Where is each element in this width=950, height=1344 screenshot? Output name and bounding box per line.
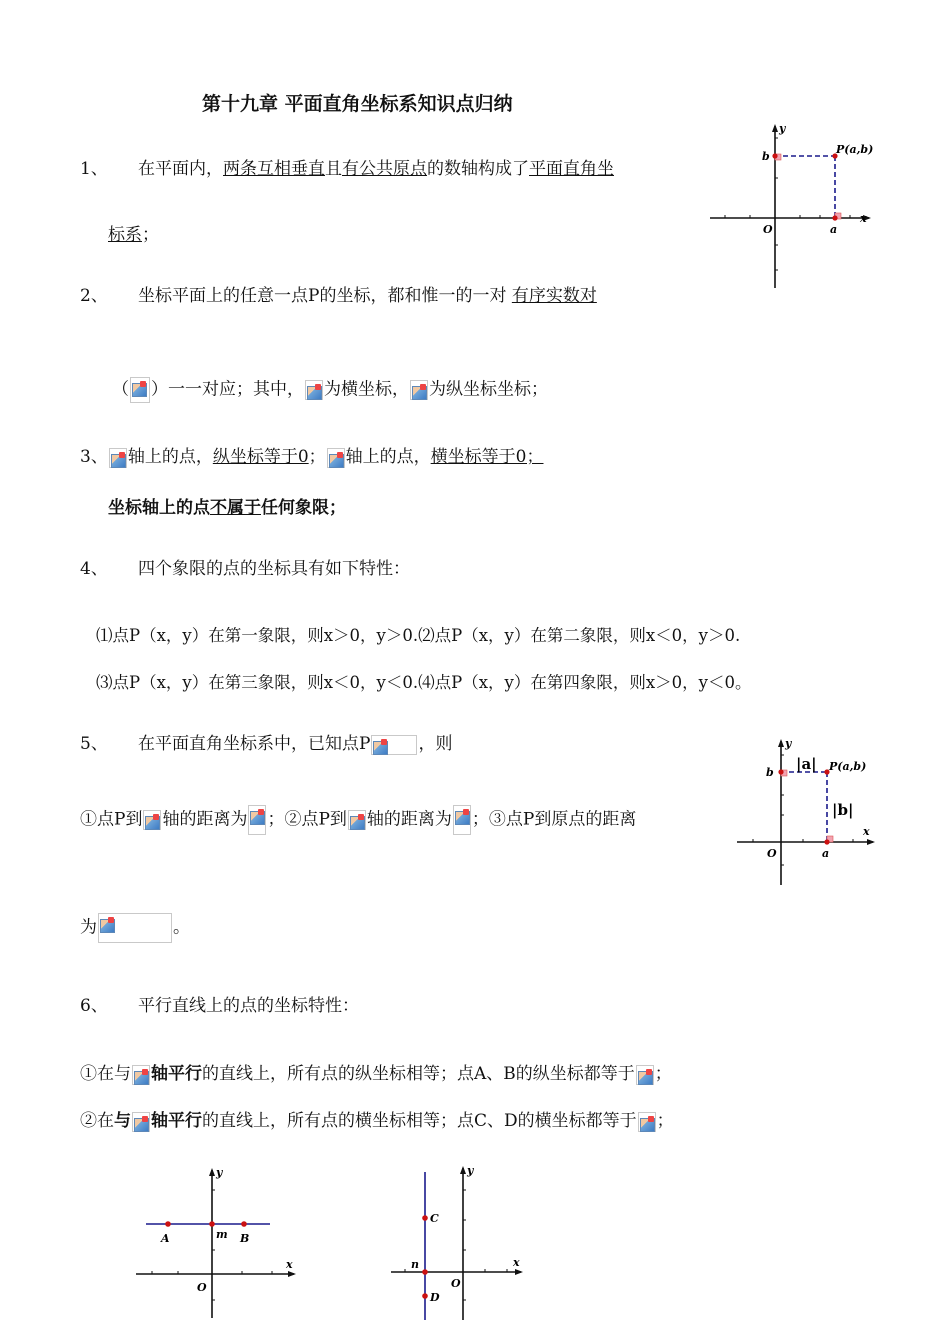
- point-p-label: P(a,b): [829, 760, 867, 773]
- text: ；: [654, 1064, 672, 1084]
- b-label: b: [766, 766, 774, 779]
- a-label: a: [830, 223, 838, 236]
- text: 的数轴构成了: [427, 159, 529, 179]
- coordinate-figure-2: [733, 735, 878, 887]
- item-number: 1、: [80, 159, 108, 179]
- axis-y-label: y: [216, 1166, 223, 1179]
- abs-b-label: |b|: [832, 801, 854, 819]
- text: 为横坐标，: [324, 379, 409, 400]
- formula-image: [371, 735, 417, 755]
- item-6-number: 6、: [80, 996, 108, 1016]
- origin-label: O: [763, 223, 773, 236]
- bold-text: 轴平行: [151, 1111, 202, 1131]
- text: ①点P到: [80, 809, 143, 830]
- origin-label: O: [767, 847, 777, 860]
- underlined-text: 有序实数对: [511, 286, 597, 306]
- text: 的直线上，所有点的纵坐标相等；点A、B的纵坐标都等于: [202, 1064, 635, 1084]
- text: ；③点P到原点的距离: [471, 809, 637, 830]
- text: 。: [173, 917, 190, 938]
- formula-image: [636, 1065, 654, 1085]
- item-number: 3、: [80, 447, 108, 467]
- text: ；: [656, 1111, 674, 1131]
- item-3-text: [80, 446, 543, 468]
- formula-image: [305, 380, 323, 400]
- text: ；②点P到: [267, 809, 347, 830]
- formula-image: [143, 810, 161, 830]
- bold-text: 与: [114, 1111, 131, 1131]
- item-2-number: 2、: [80, 286, 108, 306]
- formula-image: [453, 805, 471, 835]
- axis-y-label: y: [785, 737, 792, 750]
- underlined-text: 纵坐标等于0: [212, 447, 309, 467]
- axis-x-label: x: [513, 1256, 520, 1269]
- quadrant-line-2: ⑶点P（x，y）在第三象限，则x＜0，y＜0.⑷点P（x，y）在第四象限，则x＞0，y＜0。: [96, 673, 752, 692]
- axis-x-label: x: [286, 1258, 293, 1271]
- item-5-distances: [80, 805, 636, 835]
- item-6-line-1: [80, 1063, 672, 1085]
- axis-y-label: y: [779, 122, 786, 135]
- text: ①在与: [80, 1064, 131, 1084]
- quadrant-line-1: ⑴点P（x，y）在第一象限，则x＞0，y＞0.⑵点P（x，y）在第二象限，则x＜0，y＞0.: [96, 626, 741, 645]
- text: 为: [80, 917, 97, 938]
- text: （: [112, 379, 129, 400]
- item-5-number: 5、: [80, 734, 108, 754]
- item-5-text: [138, 733, 452, 755]
- text: 轴的距离为: [162, 809, 248, 830]
- item-2-text-cont: [112, 377, 548, 403]
- a-label: a: [822, 847, 830, 860]
- coordinate-figure-4: [385, 1160, 535, 1326]
- item-3-note: [108, 497, 346, 519]
- underlined-text: 两条互相垂直: [223, 159, 325, 179]
- text: 轴上的点，: [127, 447, 213, 467]
- formula-image: [327, 448, 345, 468]
- origin-label: O: [197, 1281, 207, 1294]
- item-2-text: [138, 285, 597, 307]
- abs-a-label: |a|: [796, 755, 817, 773]
- point-a-label: A: [161, 1232, 170, 1245]
- text: 坐标平面上的任意一点P的坐标，都和惟一的一对: [138, 286, 512, 306]
- n-label: n: [411, 1258, 419, 1271]
- underlined-text: 有公共原点: [342, 159, 427, 179]
- page-title: 第十九章 平面直角坐标系知识点归纳: [202, 93, 513, 115]
- underlined-text: 横坐标等于0；: [430, 447, 544, 467]
- coordinate-figure-1: [705, 120, 875, 292]
- text: 的直线上，所有点的横坐标相等；点C、D的横坐标都等于: [202, 1111, 637, 1131]
- coordinate-figure-3: [130, 1160, 310, 1320]
- formula-image: [248, 805, 266, 835]
- formula-image: [638, 1112, 656, 1132]
- point-d-label: D: [430, 1291, 440, 1304]
- point-p-label: P(a,b): [836, 143, 874, 156]
- item-5-distance-cont: [80, 913, 190, 943]
- formula-image: [98, 913, 172, 943]
- point-b-label: B: [240, 1232, 250, 1245]
- underlined-text: 标系: [108, 225, 142, 245]
- text: 为纵坐标坐标；: [429, 379, 548, 400]
- formula-image: [348, 810, 366, 830]
- axis-x-label: x: [860, 212, 867, 225]
- text: ，则: [418, 734, 453, 754]
- item-1-text: [138, 158, 614, 180]
- b-label: b: [762, 150, 770, 163]
- item-4-number: 4、: [80, 559, 108, 579]
- text: 在平面内，: [138, 159, 223, 179]
- formula-image: [130, 377, 150, 403]
- underlined-text: 不属于: [210, 498, 261, 518]
- bold-text: 坐标轴上的点: [108, 498, 210, 518]
- axis-y-label: y: [467, 1164, 474, 1177]
- item-6-line-2: [80, 1110, 674, 1132]
- formula-image: [109, 448, 127, 468]
- text: ；: [308, 447, 326, 467]
- m-label: m: [216, 1228, 228, 1241]
- underlined-text: 平面直角坐: [529, 159, 614, 179]
- text: ）一一对应；其中，: [151, 379, 304, 400]
- formula-image: [132, 1112, 150, 1132]
- item-1-line: [80, 158, 108, 180]
- item-4-text: 四个象限的点的坐标具有如下特性：: [138, 559, 410, 579]
- text: ②在: [80, 1111, 114, 1131]
- origin-label: O: [451, 1277, 461, 1290]
- text: 在平面直角坐标系中，已知点P: [138, 734, 371, 754]
- text: 轴上的点，: [345, 447, 431, 467]
- item-6-text: 平行直线上的点的坐标特性：: [138, 996, 359, 1016]
- item-1-text-cont: [108, 224, 159, 246]
- formula-image: [410, 380, 428, 400]
- bold-text: 任何象限；: [261, 498, 346, 518]
- bold-text: 轴平行: [151, 1064, 202, 1084]
- formula-image: [132, 1065, 150, 1085]
- text: 轴的距离为: [366, 809, 452, 830]
- axis-x-label: x: [863, 825, 870, 838]
- text: ；: [142, 225, 159, 245]
- text: 且: [325, 159, 342, 179]
- point-c-label: C: [430, 1212, 439, 1225]
